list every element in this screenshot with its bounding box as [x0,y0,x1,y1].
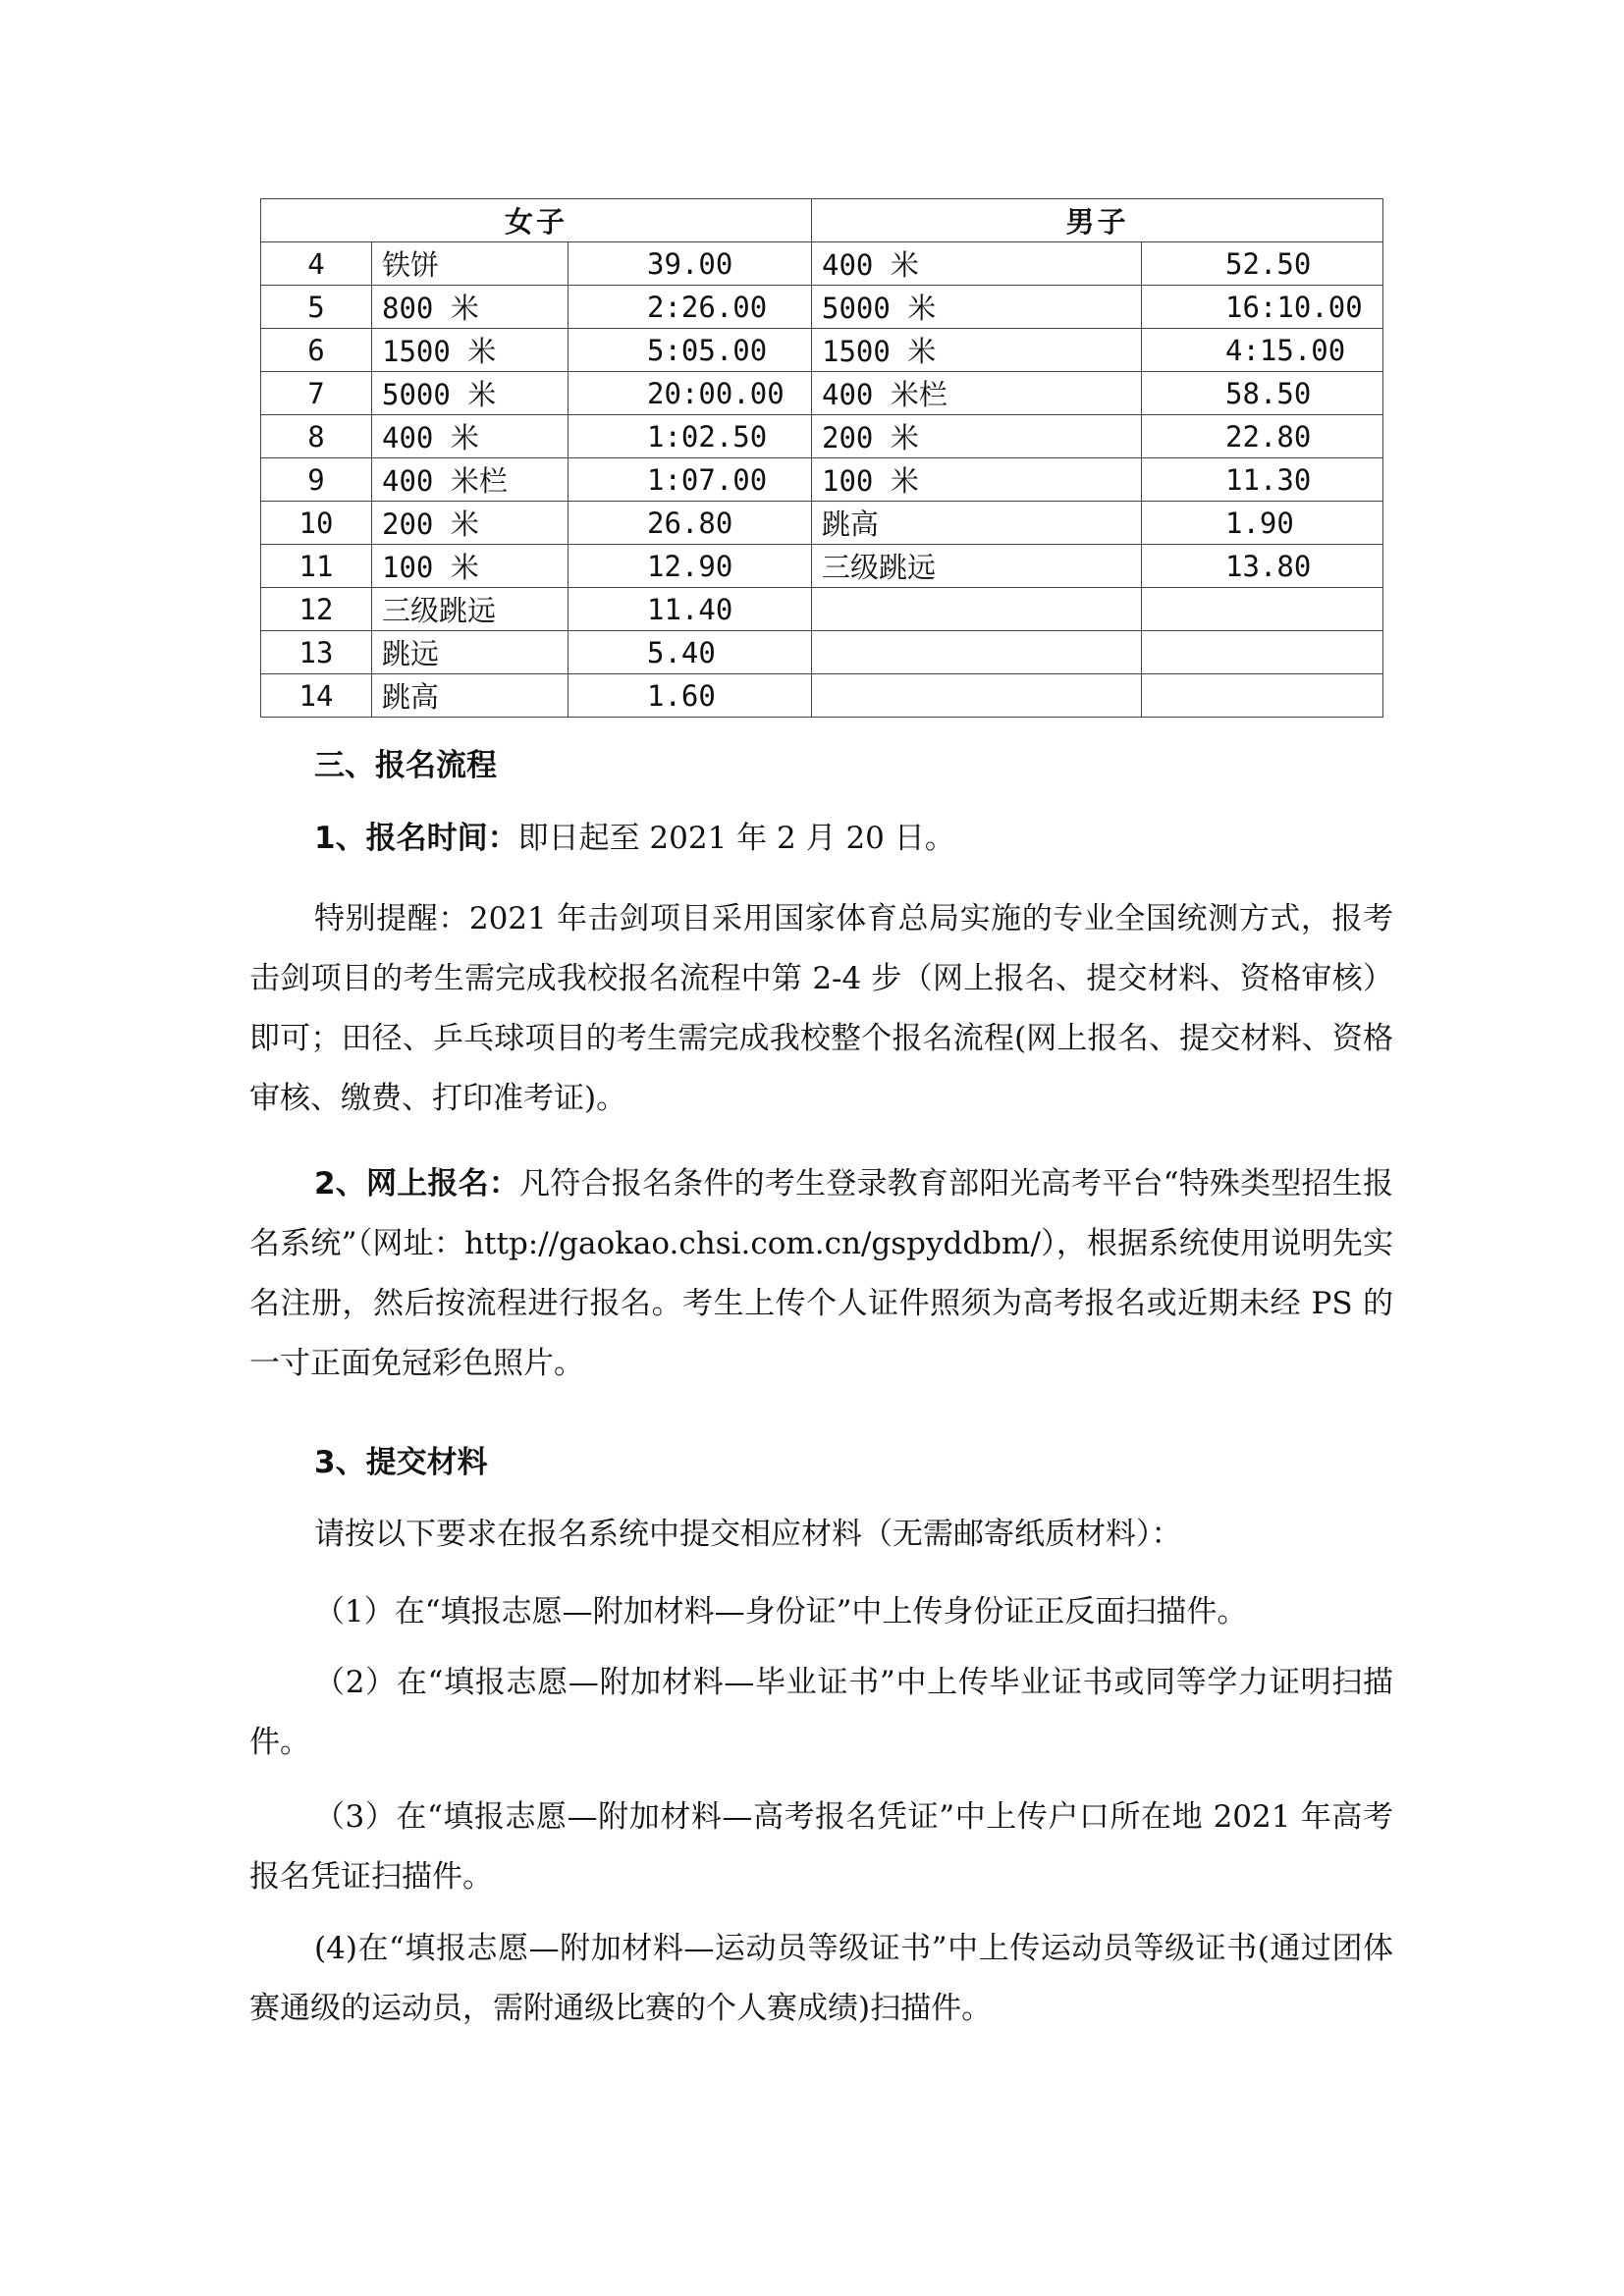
table-row [261,631,1383,674]
rank-cell: 10 [261,502,372,545]
men-header: 男子 [812,199,1383,242]
women-event-cell: 100 米 [372,545,568,588]
materials-item-1: （1）在“填报志愿—附加材料—身份证”中上传身份证正反面扫描件。 [314,1594,1248,1629]
rank-cell: 7 [261,372,372,415]
women-score-cell: 20:00.00 [568,372,812,415]
men-event-cell: 100 米 [812,458,1142,502]
section-3-heading: 三、报名流程 [314,748,497,783]
men-event-cell: 400 米栏 [812,372,1142,415]
women-score-cell: 12.90 [568,545,812,588]
women-score-cell: 1.60 [568,674,812,718]
item1-label: 1、报名时间： [314,821,518,856]
women-event-cell: 400 米栏 [372,458,568,502]
item2-text: 凡符合报名条件的考生登录教育部阳光高考平台“特殊类型招生报名系统”（网址：http://gaokao.chsi.com.cn/gspyddbm/），根据系统使用说明先实名注册，然后按流程进行报名。考生上传个人证件照须为高考报名或近期未经 PS 的一寸正面免冠彩色照片。 [249,1166,1393,1381]
women-score-cell: 5.40 [568,631,812,674]
rank-cell: 11 [261,545,372,588]
women-event-cell: 三级跳远 [372,588,568,631]
men-score-cell: 22.80 [1142,415,1383,458]
men-score-cell [1142,588,1383,631]
table-row [261,415,1383,458]
rank-cell: 5 [261,286,372,329]
women-score-cell: 1:02.50 [568,415,812,458]
women-event-cell: 跳远 [372,631,568,674]
men-score-cell: 1.90 [1142,502,1383,545]
women-event-cell: 400 米 [372,415,568,458]
men-score-cell: 11.30 [1142,458,1383,502]
men-score-cell: 52.50 [1142,242,1383,286]
table-row [261,372,1383,415]
men-event-cell [812,674,1142,718]
men-score-cell: 58.50 [1142,372,1383,415]
women-event-cell: 铁饼 [372,242,568,286]
women-score-cell: 1:07.00 [568,458,812,502]
men-event-cell: 5000 米 [812,286,1142,329]
men-event-cell [812,631,1142,674]
table-row [261,502,1383,545]
men-score-cell [1142,674,1383,718]
rank-cell: 14 [261,674,372,718]
table-row [261,588,1383,631]
item3-label: 3、提交材料 [314,1445,488,1480]
item2-label: 2、网上报名： [314,1166,520,1201]
table-row [261,458,1383,502]
women-score-cell: 11.40 [568,588,812,631]
rank-cell: 12 [261,588,372,631]
men-score-cell: 4:15.00 [1142,329,1383,372]
men-event-cell: 200 米 [812,415,1142,458]
special-notice: 特别提醒：2021 年击剑项目采用国家体育总局实施的专业全国统测方式，报考击剑项目的考生需完成我校报名流程中第 2-4 步（网上报名、提交材料、资格审核）即可；田径、乒乓球项目的考生需完成我校整个报名流程(网上报名、提交材料、资格审核、缴费、打印准考证)。 [249,901,1393,1116]
women-score-cell: 39.00 [568,242,812,286]
men-event-cell: 三级跳远 [812,545,1142,588]
women-event-cell: 200 米 [372,502,568,545]
online-registration [249,1154,1393,1394]
materials-item-4: (4)在“填报志愿—附加材料—运动员等级证书”中上传运动员等级证书(通过团体赛通级的运动员，需附通级比赛的个人赛成绩)扫描件。 [249,1931,1393,2026]
rank-cell: 13 [261,631,372,674]
rank-cell: 8 [261,415,372,458]
table-row [261,674,1383,718]
table-row [261,242,1383,286]
men-event-cell [812,588,1142,631]
women-score-cell: 2:26.00 [568,286,812,329]
rank-cell: 6 [261,329,372,372]
results-table [260,198,1383,718]
materials-item-2: （2）在“填报志愿—附加材料—毕业证书”中上传毕业证书或同等学力证明扫描件。 [249,1665,1393,1760]
table-row [261,329,1383,372]
women-header: 女子 [261,199,812,242]
registration-time [249,817,1393,860]
table-row [261,545,1383,588]
men-score-cell: 16:10.00 [1142,286,1383,329]
men-event-cell: 跳高 [812,502,1142,545]
rank-cell: 9 [261,458,372,502]
men-event-cell: 1500 米 [812,329,1142,372]
women-event-cell: 跳高 [372,674,568,718]
women-event-cell: 800 米 [372,286,568,329]
submit-materials-heading [249,1441,1393,1484]
rank-cell: 4 [261,242,372,286]
table-row [261,286,1383,329]
men-score-cell [1142,631,1383,674]
women-event-cell: 5000 米 [372,372,568,415]
item1-text: 即日起至 2021 年 2 月 20 日。 [517,821,955,856]
table-header-row [261,199,1383,242]
men-score-cell: 13.80 [1142,545,1383,588]
section-heading [249,744,1393,787]
materials-intro: 请按以下要求在报名系统中提交相应材料（无需邮寄纸质材料）： [314,1517,1182,1552]
women-score-cell: 5:05.00 [568,329,812,372]
men-event-cell: 400 米 [812,242,1142,286]
women-score-cell: 26.80 [568,502,812,545]
materials-item-3: （3）在“填报志愿—附加材料—高考报名凭证”中上传户口所在地 2021 年高考报名凭证扫描件。 [249,1799,1393,1895]
women-event-cell: 1500 米 [372,329,568,372]
